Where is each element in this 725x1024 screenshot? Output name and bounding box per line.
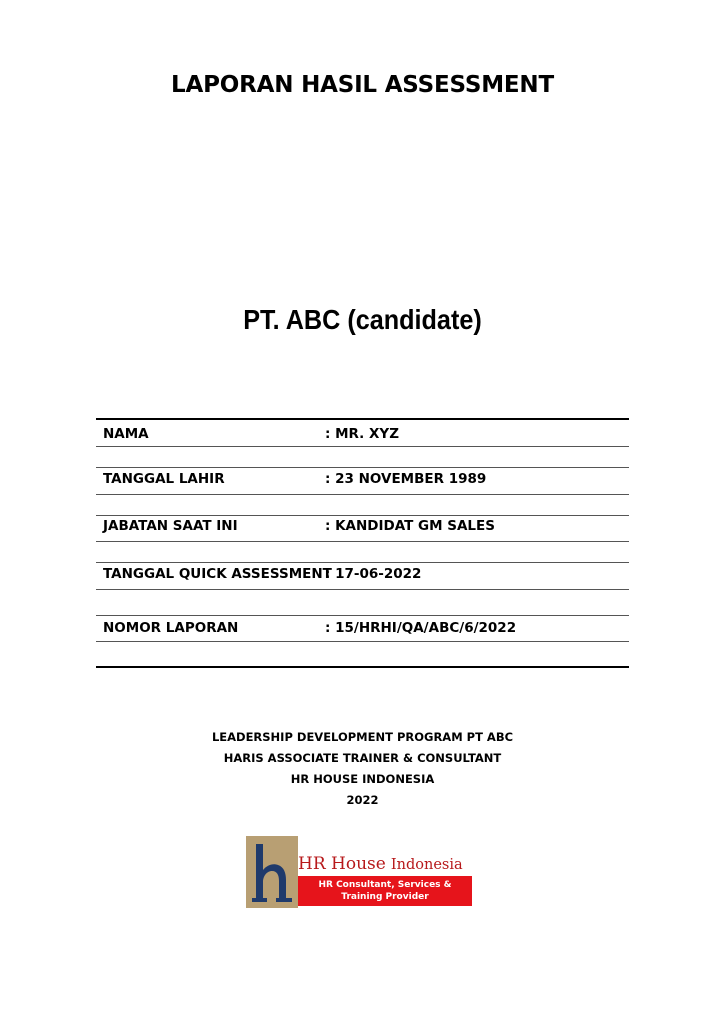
table-rule — [96, 541, 629, 542]
report-title: LAPORAN HASIL ASSESSMENT — [171, 72, 554, 98]
logo-mark-icon — [246, 836, 298, 908]
logo-name — [298, 854, 463, 874]
logo-tagline-1: HR Consultant, Services & — [318, 880, 452, 890]
logo-name-main: HR House — [298, 854, 386, 874]
table-rule — [96, 446, 629, 447]
footer-organization: HR HOUSE INDONESIA — [290, 772, 435, 786]
table-rule — [96, 494, 629, 495]
table-rule — [96, 641, 629, 642]
row-value: : MR. XYZ — [325, 426, 399, 442]
row-label: JABATAN SAAT INI — [103, 518, 238, 534]
row-value: : KANDIDAT GM SALES — [325, 518, 495, 534]
row-value: : 15/HRHI/QA/ABC/6/2022 — [325, 620, 517, 636]
hr-house-logo — [246, 836, 472, 908]
table-rule — [96, 615, 629, 616]
table-rule — [96, 515, 629, 516]
table-rule — [96, 562, 629, 563]
table-rule — [96, 589, 629, 590]
row-value: : 17-06-2022 — [325, 566, 422, 582]
logo-tagline-2: Training Provider — [341, 892, 429, 902]
row-value: : 23 NOVEMBER 1989 — [325, 471, 487, 487]
company-name: PT. ABC (candidate) — [243, 304, 482, 335]
table-rule — [96, 467, 629, 468]
logo-name-sub: Indonesia — [390, 857, 463, 873]
footer-consultant: HARIS ASSOCIATE TRAINER & CONSULTANT — [223, 751, 502, 765]
footer-program: LEADERSHIP DEVELOPMENT PROGRAM PT ABC — [211, 730, 514, 744]
row-label: NOMOR LAPORAN — [103, 620, 239, 636]
logo-tagline-band — [298, 876, 472, 906]
row-label: NAMA — [103, 426, 149, 442]
table-bottom-rule — [96, 666, 629, 668]
table-top-rule — [96, 418, 629, 420]
h-letter-icon — [246, 836, 298, 908]
row-label: TANGGAL LAHIR — [103, 471, 225, 487]
row-label: TANGGAL QUICK ASSESSMENT — [103, 566, 332, 582]
footer-year: 2022 — [346, 793, 379, 807]
